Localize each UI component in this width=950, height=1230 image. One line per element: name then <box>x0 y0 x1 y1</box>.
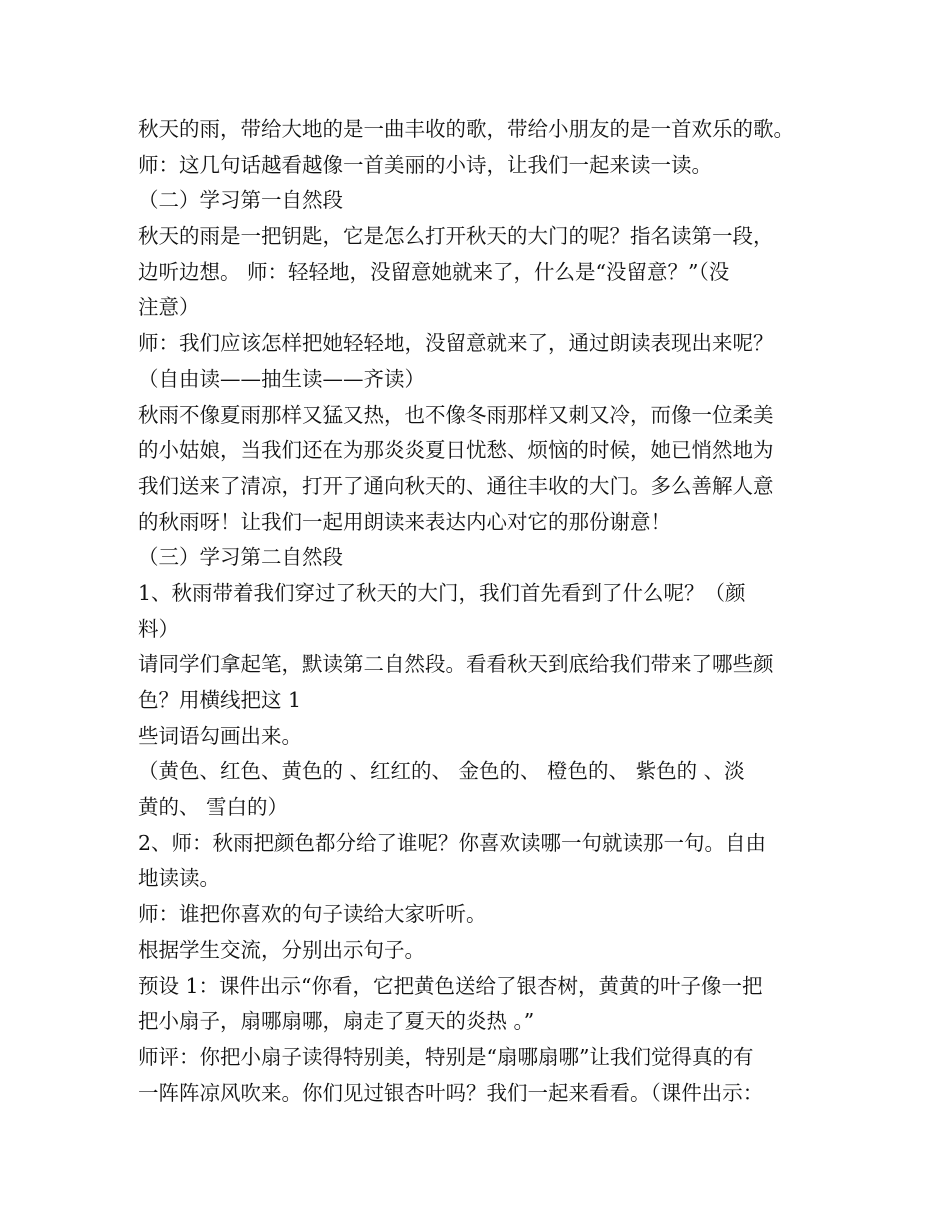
text-line: 的秋雨呀！让我们一起用朗读来表达内心对它的那份谢意！ <box>138 509 671 534</box>
text-line: （自由读——抽生读——齐读） <box>138 366 425 391</box>
text-line: 一阵阵凉风吹来。你们见过银杏叶吗？我们一起来看看。（课件出示： <box>138 1080 764 1105</box>
section-heading: （二）学习第一自然段 <box>138 188 343 213</box>
text-line: 地读读。 <box>138 866 220 891</box>
text-line: 师：我们应该怎样把她轻轻地，没留意就来了，通过朗读表现出来呢？ <box>138 331 774 356</box>
text-line: 师：谁把你喜欢的句子读给大家听听。 <box>138 902 487 927</box>
text-line: 秋天的雨是一把钥匙，它是怎么打开秋天的大门的呢？指名读第一段， <box>138 224 774 249</box>
text-line: 师：这几句话越看越像一首美丽的小诗，让我们一起来读一读。 <box>138 152 712 177</box>
text-line: 预设 1：课件出示“你看，它把黄色送给了银杏树，黄黄的叶子像一把 <box>138 973 763 998</box>
text-line: 我们送来了清凉，打开了通向秋天的、通往丰收的大门。多么善解人意 <box>138 473 774 498</box>
document-body <box>138 112 818 1111</box>
section-heading: （三）学习第二自然段 <box>138 545 343 570</box>
text-line: 注意） <box>138 295 200 320</box>
text-line: 料） <box>138 616 179 641</box>
text-line: 根据学生交流，分别出示句子。 <box>138 937 425 962</box>
text-line: 秋天的雨，带给大地的是一曲丰收的歌，带给小朋友的是一首欢乐的歌。 <box>138 117 794 141</box>
text-line: 请同学们拿起笔，默读第二自然段。看看秋天到底给我们带来了哪些颜 <box>138 652 774 677</box>
text-line: 1、秋雨带着我们穿过了秋天的大门，我们首先看到了什么呢？（颜 <box>138 580 746 605</box>
text-line: 秋雨不像夏雨那样又猛又热，也不像冬雨那样又刺又冷，而像一位柔美 <box>138 402 774 427</box>
text-line: 2、师：秋雨把颜色都分给了谁呢？你喜欢读哪一句就读那一句。自由 <box>138 830 767 855</box>
text-line: （黄色、红色、黄色的 、红红的、 金色的、 橙色的、 紫色的 、淡 <box>138 759 745 784</box>
text-line: 师评：你把小扇子读得特别美，特别是“扇哪扇哪”让我们觉得真的有 <box>138 1044 754 1069</box>
text-line: 把小扇子，扇哪扇哪，扇走了夏天的炎热 。” <box>138 1009 535 1034</box>
text-line: 边听边想。 师：轻轻地，没留意她就来了，什么是“没留意？”（没 <box>138 259 730 284</box>
text-line: 的小姑娘，当我们还在为那炎炎夏日忧愁、烦恼的时候，她已悄然地为 <box>138 438 774 463</box>
text-line: 色？用横线把这 1 <box>138 688 302 712</box>
text-line: 些词语勾画出来。 <box>138 723 302 748</box>
text-line: 黄的、 雪白的） <box>138 795 289 820</box>
